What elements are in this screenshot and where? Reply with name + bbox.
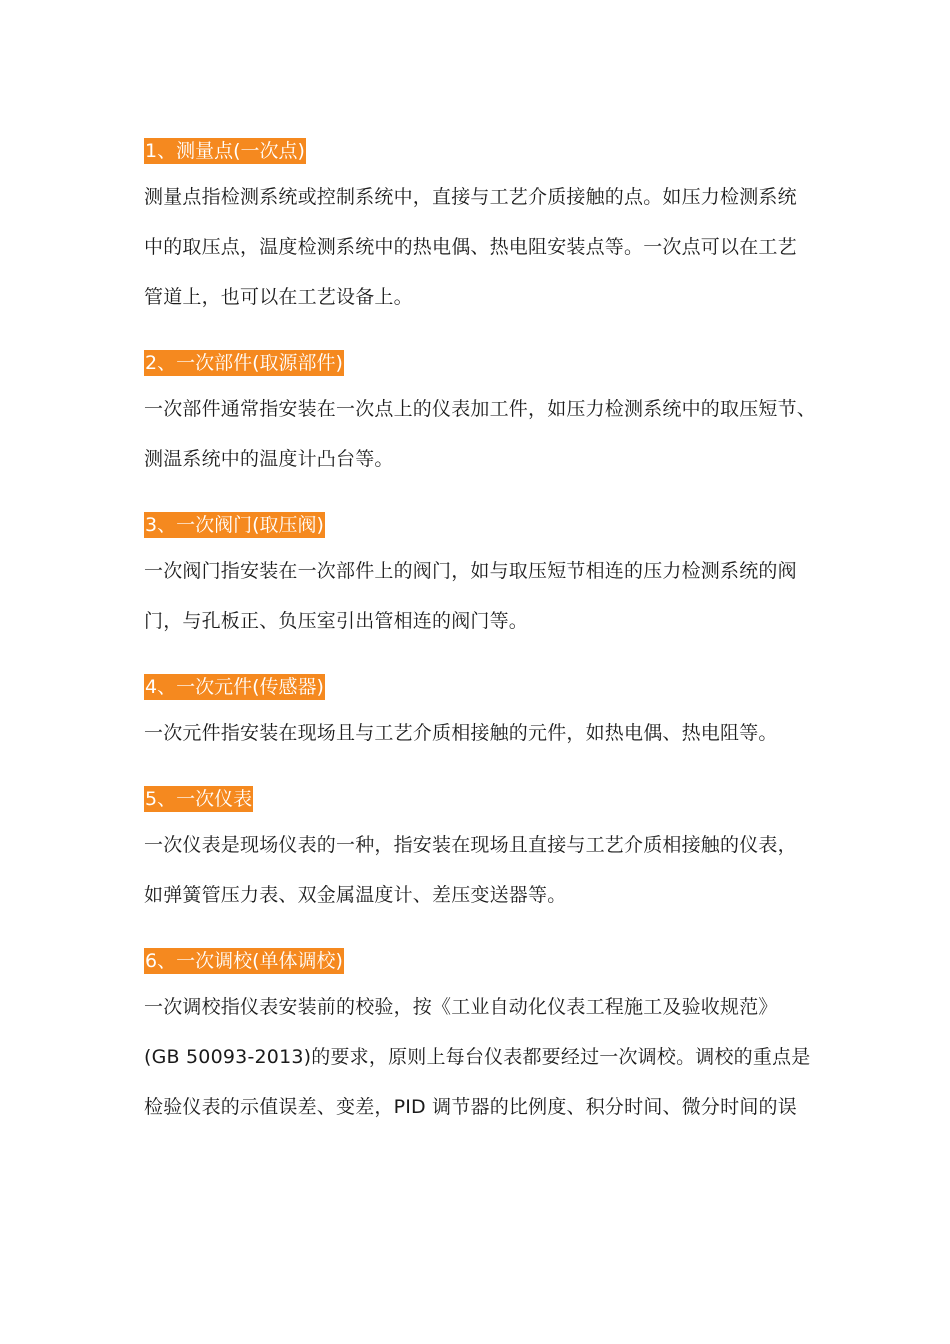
paragraph-line: 中的取压点，温度检测系统中的热电偶、热电阻安装点等。一次点可以在工艺 <box>144 236 797 258</box>
section-primary-component <box>144 350 824 484</box>
paragraph-line: 测温系统中的温度计凸台等。 <box>144 448 394 470</box>
section-primary-instrument <box>144 786 824 920</box>
section-heading: 4、一次元件(传感器) <box>145 676 324 698</box>
paragraph-line: 一次调校指仪表安装前的校验，按《工业自动化仪表工程施工及验收规范》 <box>144 996 778 1018</box>
paragraph-line: 一次元件指安装在现场且与工艺介质相接触的元件，如热电偶、热电阻等。 <box>144 722 778 744</box>
paragraph-line: 一次仪表是现场仪表的一种，指安装在现场且直接与工艺介质相接触的仪表， <box>144 834 797 856</box>
paragraph-line: 一次阀门指安装在一次部件上的阀门，如与取压短节相连的压力检测系统的阀 <box>144 560 797 582</box>
paragraph-line: 如弹簧管压力表、双金属温度计、差压变送器等。 <box>144 884 567 906</box>
paragraph-line: 测量点指检测系统或控制系统中，直接与工艺介质接触的点。如压力检测系统 <box>144 186 797 208</box>
paragraph-line: 管道上，也可以在工艺设备上。 <box>144 286 413 308</box>
section-heading: 5、一次仪表 <box>145 788 253 810</box>
section-primary-calibration <box>144 948 824 1132</box>
section-heading: 3、一次阀门(取压阀) <box>145 514 324 536</box>
section-primary-element <box>144 674 824 758</box>
section-heading: 6、一次调校(单体调校) <box>145 950 343 972</box>
document-content <box>144 134 824 1132</box>
section-heading: 2、一次部件(取源部件) <box>145 352 343 374</box>
section-primary-valve <box>144 512 824 646</box>
paragraph-line: 门，与孔板正、负压室引出管相连的阀门等。 <box>144 610 529 632</box>
section-heading: 1、测量点(一次点) <box>145 140 305 162</box>
section-measuring-point <box>144 138 824 322</box>
paragraph-line: (GB 50093-2013)的要求，原则上每台仪表都要经过一次调校。调校的重点是 <box>144 1046 811 1068</box>
paragraph-line: 一次部件通常指安装在一次点上的仪表加工件，如压力检测系统中的取压短节、 <box>144 398 817 420</box>
paragraph-line: 检验仪表的示值误差、变差，PID 调节器的比例度、积分时间、微分时间的误 <box>144 1096 797 1118</box>
